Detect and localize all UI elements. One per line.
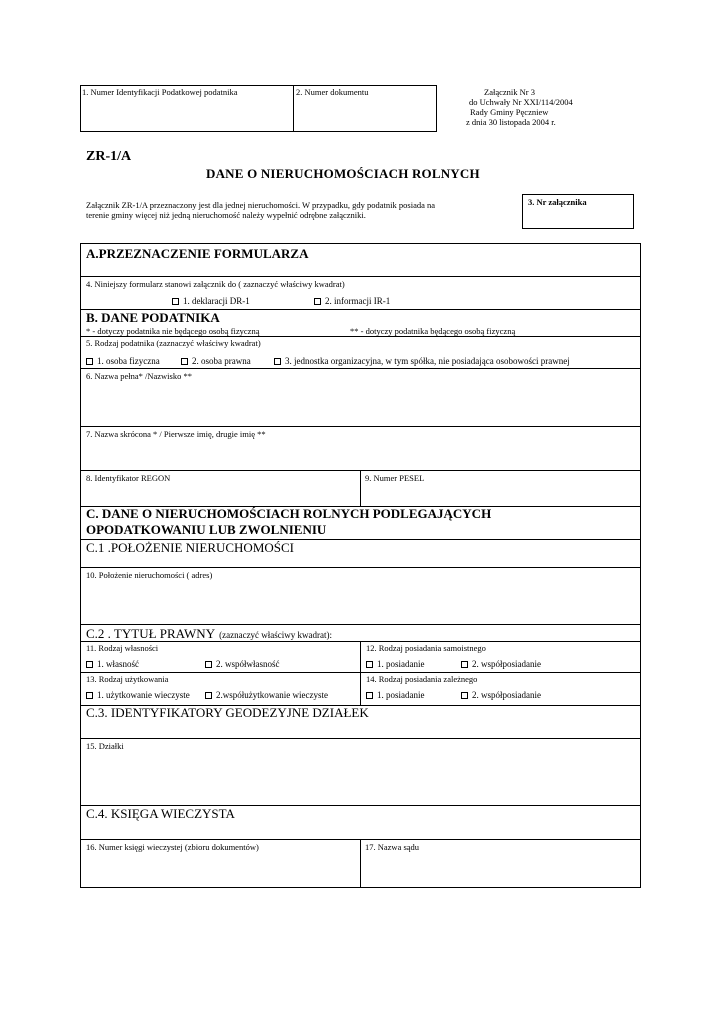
nip-label: 1. Numer Identyfikacji Podatkowej podatnika [82,87,238,97]
checkbox-icon [205,661,212,668]
possession-option-co[interactable] [461,659,541,669]
form-title: DANE O NIERUCHOMOŚCIACH ROLNYCH [206,166,480,181]
checkbox-icon [461,661,468,668]
c2-title-note: (zaznaczyć właściwy kwadrat): [219,630,333,640]
dependent-possession-option-sole[interactable] [366,690,425,700]
land-register-number-field[interactable] [80,839,360,888]
annex-note-line3: Rady Gminy Pęczniew [470,107,549,117]
taxpayer-type-natural-label: 1. osoba fizyczna [97,356,160,366]
checkbox-icon [366,692,373,699]
checkbox-icon [205,692,212,699]
full-name-field[interactable] [80,368,641,426]
pesel-field[interactable] [360,470,641,506]
purpose-option-dr1-label: 1. deklaracji DR-1 [183,296,250,306]
nip-field[interactable] [82,87,292,130]
annex-number-label: 3. Nr załącznika [528,197,587,207]
possession-option-sole-label: 1. posiadanie [377,659,425,669]
field12-label: 12. Rodzaj posiadania samoistnego [366,643,486,653]
dependent-possession-option-co-label: 2. współposiadanie [472,690,541,700]
usage-option-perpetual-label: 1. użytkowanie wieczyste [97,690,190,700]
checkbox-icon [461,692,468,699]
ownership-option-full[interactable] [86,659,139,669]
note-natural-person: ** - dotyczy podatnika będącego osobą fizyczną [350,326,516,336]
document-number-label: 2. Numer dokumentu [296,87,369,97]
note-legal-entity: * - dotyczy podatnika nie będącego osobą fizyczną [86,326,260,336]
intro-line2: terenie gminy więcej niż jedną nieruchomość należy wypełnić odrębne załączniki. [86,210,366,220]
divider [360,641,361,705]
top-box-divider [293,85,294,132]
field15-label: 15. Działki [86,741,124,751]
divider [80,276,641,277]
taxpayer-type-legal-label: 2. osoba prawna [192,356,251,366]
dependent-possession-option-sole-label: 1. posiadanie [377,690,425,700]
usage-option-co-perpetual[interactable] [205,690,328,700]
regon-field[interactable] [80,470,360,506]
possession-option-co-label: 2. współposiadanie [472,659,541,669]
field6-label: 6. Nazwa pełna* /Nazwisko ** [86,371,192,381]
parcels-field[interactable] [80,738,641,805]
divider [80,336,641,337]
short-name-field[interactable] [80,426,641,470]
purpose-option-ir1-label: 2. informacji IR-1 [325,296,391,306]
field16-label: 16. Numer księgi wieczystej (zbioru dokumentów) [86,842,259,852]
checkbox-icon [172,298,179,305]
usage-option-co-perpetual-label: 2.współużytkowanie wieczyste [216,690,328,700]
checkbox-icon [274,358,281,365]
annex-note-line1: Załącznik Nr 3 [484,87,535,97]
ownership-option-co[interactable] [205,659,280,669]
c3-title: C.3. IDENTYFIKATORY GEODEZYJNE DZIAŁEK [86,705,369,720]
c1-title: C.1 .POŁOŻENIE NIERUCHOMOŚCI [86,540,294,555]
field5-label: 5. Rodzaj podatnika (zaznaczyć właściwy kwadrat) [86,338,261,348]
possession-option-sole[interactable] [366,659,425,669]
intro-line1: Załącznik ZR-1/A przeznaczony jest dla jednej nieruchomości. W przypadku, gdy podatnik posiada na [86,200,436,210]
form-code: ZR-1/A [86,149,132,164]
c2-title-text: C.2 . TYTUŁ PRAWNY [86,626,216,641]
field7-label: 7. Nazwa skrócona * / Pierwsze imię, drugie imię ** [86,429,266,439]
property-address-field[interactable] [80,567,641,624]
section-b-title: B. DANE PODATNIKA [86,310,220,325]
section-a-title: A.PRZEZNACZENIE FORMULARZA [86,246,309,261]
annex-note-line4: z dnia 30 listopada 2004 r. [466,117,556,127]
field11-label: 11. Rodzaj własności [86,643,159,653]
annex-note-line2: do Uchwały Nr XXI/114/2004 [469,97,573,107]
divider [80,672,641,673]
checkbox-icon [86,692,93,699]
annex-number-field[interactable] [522,194,634,229]
checkbox-icon [181,358,188,365]
intro-text [86,200,506,220]
annex-note [466,87,606,127]
field4-label: 4. Niniejszy formularz stanowi załącznik do ( zaznaczyć właściwy kwadrat) [86,279,345,289]
field10-label: 10. Położenie nieruchomości ( adres) [86,570,213,580]
field9-label: 9. Numer PESEL [365,473,425,483]
court-name-field[interactable] [360,839,641,888]
section-c-title-line2: OPODATKOWANIU LUB ZWOLNIENIU [86,522,327,537]
purpose-option-dr1[interactable] [172,296,250,306]
field13-label: 13. Rodzaj użytkowania [86,674,169,684]
taxpayer-type-legal[interactable] [181,356,251,366]
checkbox-icon [86,661,93,668]
dependent-possession-option-co[interactable] [461,690,541,700]
taxpayer-type-unit-label: 3. jednostka organizacyjna, w tym spółka, nie posiadająca osobowości prawnej [285,356,570,366]
section-c-title [86,506,491,538]
checkbox-icon [366,661,373,668]
document-number-field[interactable] [296,87,434,130]
field8-label: 8. Identyfikator REGON [86,473,171,483]
section-c-title-line1: C. DANE O NIERUCHOMOŚCIACH ROLNYCH PODLEGAJĄCYCH [86,506,492,521]
field14-label: 14. Rodzaj posiadania zależnego [366,674,478,684]
ownership-option-full-label: 1. własność [97,659,139,669]
usage-option-perpetual[interactable] [86,690,190,700]
checkbox-icon [314,298,321,305]
ownership-option-co-label: 2. współwłasność [216,659,280,669]
taxpayer-type-unit[interactable] [274,356,570,366]
field17-label: 17. Nazwa sądu [365,842,420,852]
checkbox-icon [86,358,93,365]
taxpayer-type-natural[interactable] [86,356,160,366]
c4-title: C.4. KSIĘGA WIECZYSTA [86,806,235,821]
purpose-option-ir1[interactable] [314,296,390,306]
